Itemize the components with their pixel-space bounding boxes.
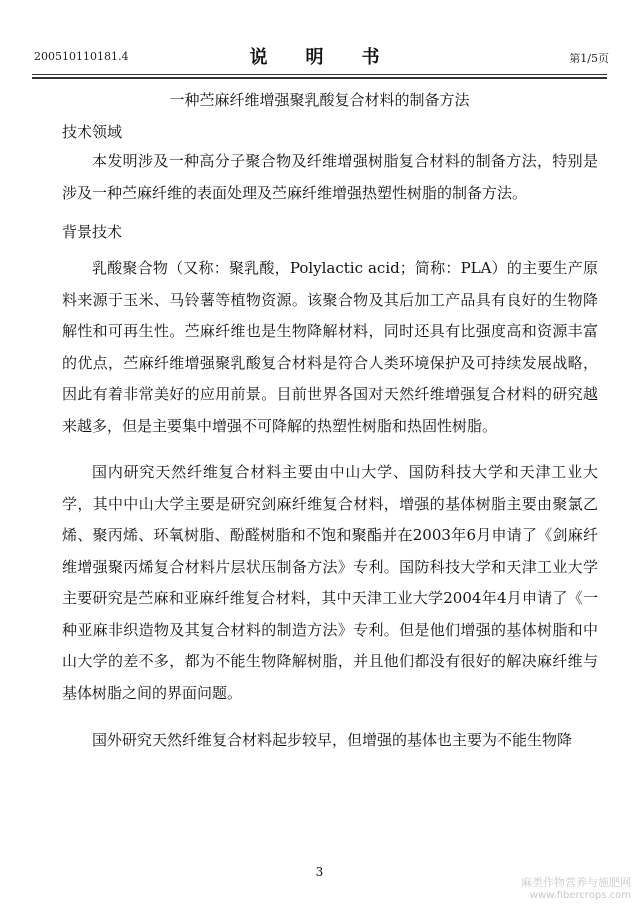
section-heading-technical-field: 技术领域 (62, 123, 123, 141)
document-title: 一种苎麻纤维增强聚乳酸复合材料的制备方法 (169, 91, 470, 109)
watermark (521, 876, 631, 902)
page-number: 3 (315, 865, 324, 879)
section-heading-background: 背景技术 (62, 223, 123, 241)
paragraph-background-3: 国外研究天然纤维复合材料起步较早，但增强的基体也主要为不能生物降 (92, 731, 573, 749)
page-info: 第1/5页 (569, 52, 609, 65)
header-rule (32, 74, 607, 75)
paragraph-background-1: 乳酸聚合物（又称：聚乳酸，Polylactic acid；简称：PLA）的主要生产原料来源于玉米、马铃薯等植物资源。该聚合物及其后加工产品具有良好的生物降解性和可再生性。苎麻纤维也是生物降解材料，同时还具有比强度高和资源丰富的优点，苎麻纤维增强聚乳酸复合材料是符合人类环境保护及可持续发展战略，因此有着非常美好的应用前景。目前世界各国对天然纤维增强复合材料的研究越来越多，但是主要集中增强不可降解的热塑性树脂和热固性树脂。 (62, 259, 598, 435)
header-rule-thick (32, 77, 607, 79)
watermark-url: www.fibercrops.com (529, 890, 631, 901)
header-title: 说 明 书 (249, 47, 390, 68)
application-number: 200510110181.4 (34, 50, 129, 63)
paragraph-technical-field: 本发明涉及一种高分子聚合物及纤维增强树脂复合材料的制备方法，特别是涉及一种苎麻纤维的表面处理及苎麻纤维增强热塑性树脂的制备方法。 (62, 152, 598, 202)
watermark-text: 麻类作物营养与施肥网 (521, 876, 631, 889)
paragraph-background-2: 国内研究天然纤维复合材料主要由中山大学、国防科技大学和天津工业大学，其中中山大学主要是研究剑麻纤维复合材料，增强的基体树脂主要由聚氯乙烯、聚丙烯、环氧树脂、酚醛树脂和不饱和聚酯并在2003年6月申请了《剑麻纤维增强聚丙烯复合材料片层状压制备方法》专利。国防科技大学和天津工业大学主要研究是苎麻和亚麻纤维复合材料，其中天津工业大学2004年4月申请了《一种亚麻非织造物及其复合材料的制造方法》专利。但是他们增强的基体树脂和中山大学的差不多，都为不能生物降解树脂，并且他们都没有很好的解决麻纤维与基体树脂之间的界面问题。 (62, 463, 598, 702)
